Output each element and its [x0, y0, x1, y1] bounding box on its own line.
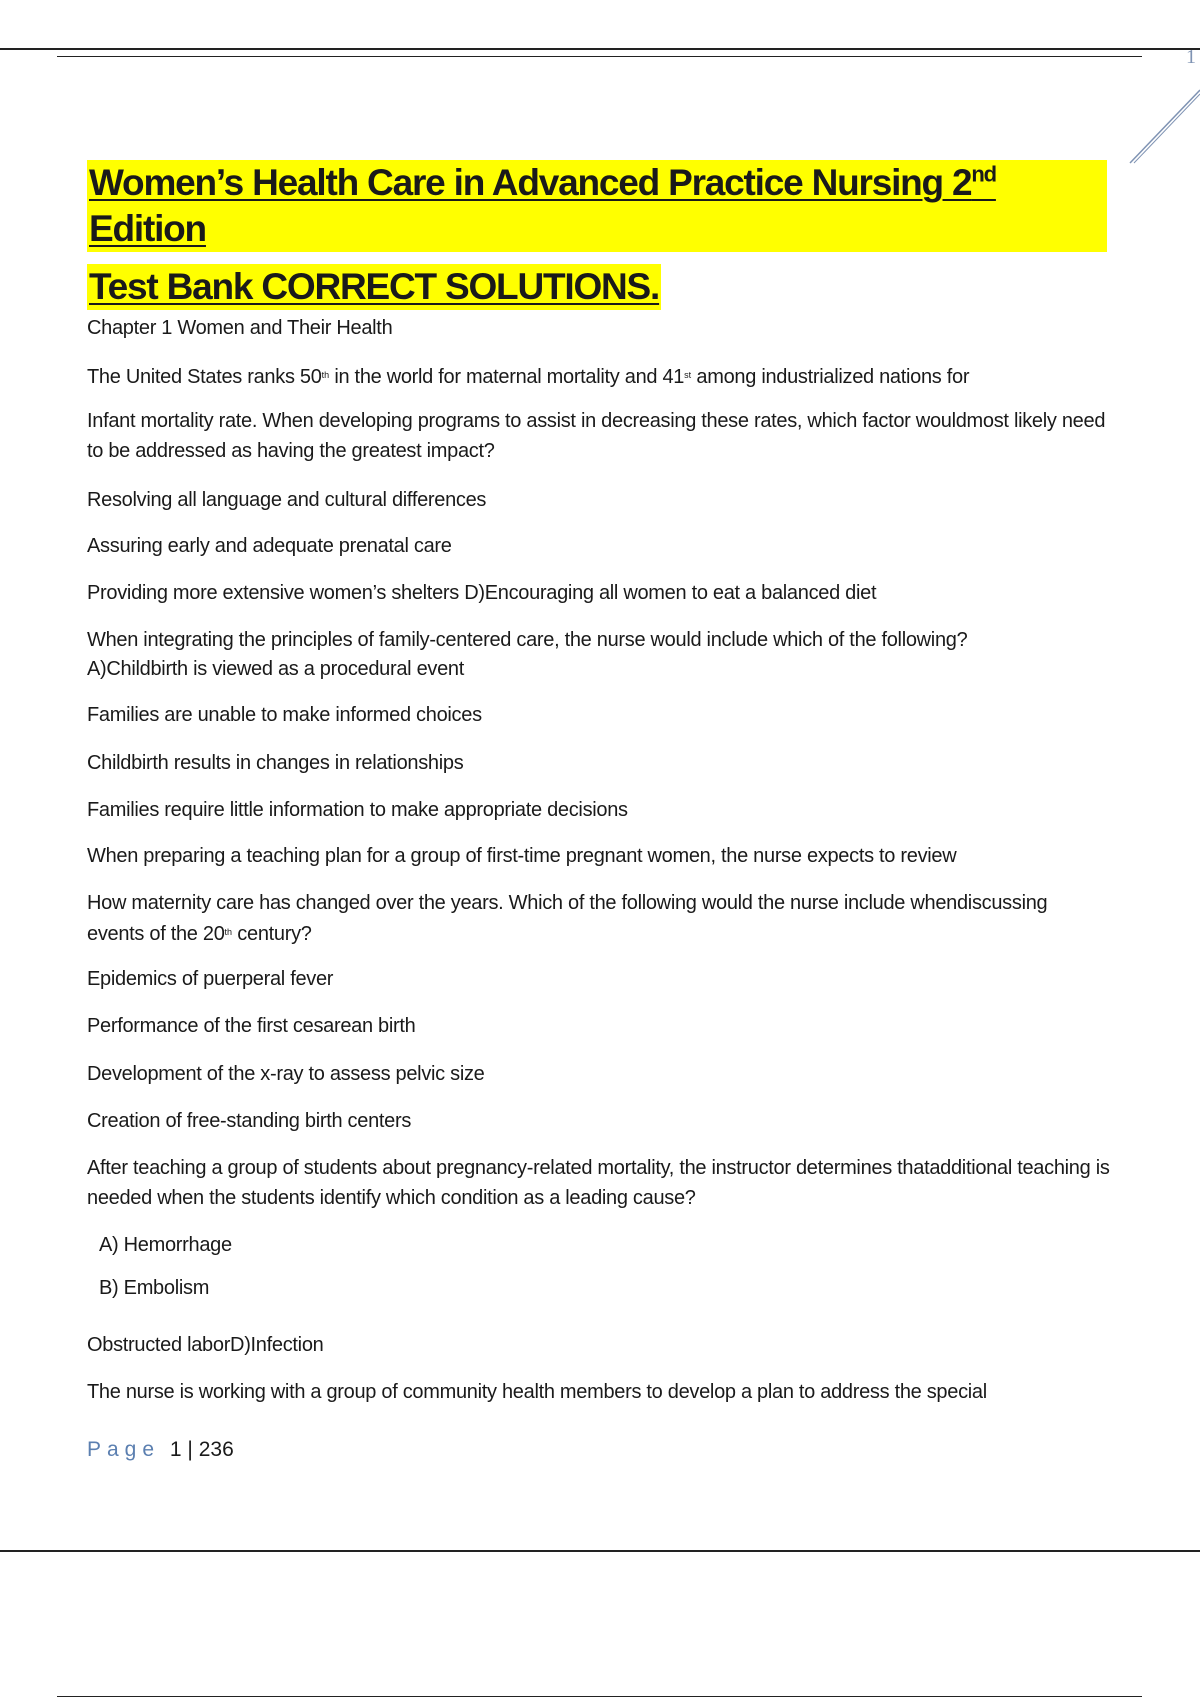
question-2-option-1: Families are unable to make informed choices — [87, 704, 482, 726]
question-2-line-1: When integrating the principles of family-centered care, the nurse would include which of the following? — [87, 629, 968, 651]
question-1-line-1 — [87, 360, 1137, 392]
question-4-option-b: B) Embolism — [99, 1277, 210, 1299]
footer-page-number: 1 — [169, 1438, 182, 1461]
q3-sup: th — [224, 927, 233, 937]
footer-page-word: Page — [87, 1438, 161, 1461]
question-4-option-cd: Obstructed laborD)Infection — [87, 1334, 324, 1356]
corner-decoration-icon — [1120, 80, 1200, 180]
page-footer — [87, 1438, 234, 1462]
question-1-option-3: Providing more extensive women’s shelters D)Encouraging all women to eat a balanced diet — [87, 582, 877, 604]
title-line-1-tail: Edition — [89, 208, 206, 249]
question-4-line-1: After teaching a group of students about pregnancy-related mortality, the instructor determines thatadditional teaching is needed when the students identify which condition as a leading cause? — [87, 1157, 1110, 1209]
question-1-option-1: Resolving all language and cultural differences — [87, 489, 487, 511]
chapter-heading: Chapter 1 Women and Their Health — [87, 317, 393, 339]
question-5-line-1: The nurse is working with a group of community health members to develop a plan to address the special — [87, 1381, 987, 1403]
title-line-2: Test Bank CORRECT SOLUTIONS. — [87, 264, 661, 310]
question-1-line-2: Infant mortality rate. When developing programs to assist in decreasing these rates, which factor wouldmost likely need to be addressed as having the greatest impact? — [87, 410, 1106, 462]
top-rule-full — [0, 48, 1200, 50]
corner-page-number: 1 — [1186, 46, 1196, 68]
question-3-option-2: Performance of the first cesarean birth — [87, 1015, 416, 1037]
question-4-option-a: A) Hemorrhage — [99, 1234, 232, 1256]
title-row-2 — [87, 264, 1107, 310]
question-3-line-1: When preparing a teaching plan for a group of first-time pregnant women, the nurse expects to review — [87, 845, 957, 867]
question-3-option-1: Epidemics of puerperal fever — [87, 968, 334, 990]
bottom-rule-inner — [57, 1696, 1142, 1697]
question-3-line-3 — [87, 917, 1137, 949]
question-3-option-3: Development of the x-ray to assess pelvic size — [87, 1063, 485, 1085]
question-3-line-2: How maternity care has changed over the years. Which of the following would the nurse include whendiscussing — [87, 892, 1048, 914]
title-line-1-main: Women’s Health Care in Advanced Practice Nursing 2 — [89, 162, 972, 203]
question-1-option-2: Assuring early and adequate prenatal care — [87, 535, 452, 557]
q1-sup-2: st — [684, 370, 692, 380]
bottom-rule-full — [0, 1550, 1200, 1552]
title-line-1-sup: nd — [971, 161, 996, 187]
title-row-1 — [87, 160, 1107, 252]
question-3-option-4: Creation of free-standing birth centers — [87, 1110, 412, 1132]
q1-text-b: in the world for maternal mortality and 41 — [329, 366, 685, 388]
document-title — [87, 160, 1107, 310]
top-rule-inner — [57, 56, 1142, 57]
question-2-line-2: A)Childbirth is viewed as a procedural event — [87, 658, 464, 680]
question-2-option-2: Childbirth results in changes in relationships — [87, 752, 464, 774]
q3-text-b: century? — [232, 923, 312, 945]
q1-text-c: among industrialized nations for — [691, 366, 970, 388]
title-line-1 — [87, 160, 1107, 252]
q3-text-a: events of the 20 — [87, 923, 225, 945]
q1-text-a: The United States ranks 50 — [87, 366, 322, 388]
q1-sup-1: th — [321, 370, 330, 380]
question-2-option-3: Families require little information to make appropriate decisions — [87, 799, 628, 821]
footer-total-pages: 236 — [198, 1438, 234, 1461]
footer-separator: | — [187, 1438, 193, 1461]
